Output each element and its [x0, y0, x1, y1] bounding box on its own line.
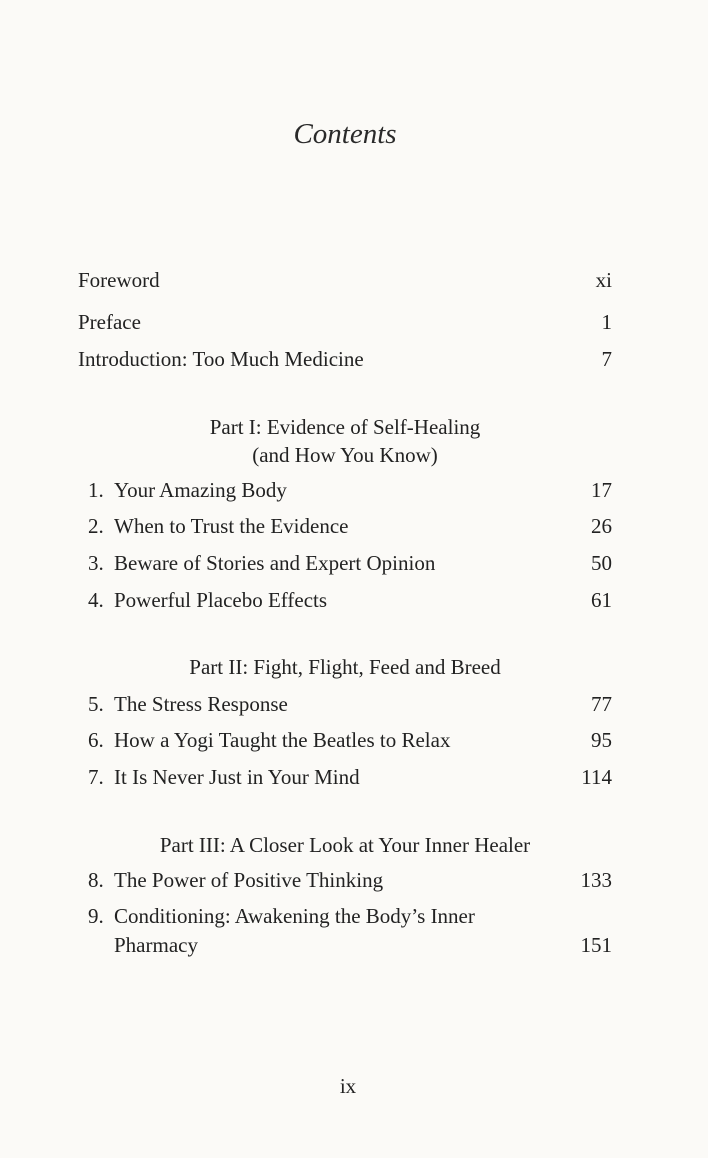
- chapter-number: 2.: [88, 514, 104, 538]
- part-heading: Part III: A Closer Look at Your Inner Healer: [159, 833, 531, 857]
- chapter-number: 3.: [88, 551, 104, 575]
- chapter-number: 9.: [88, 904, 104, 928]
- chapter-title: The Power of Positive Thinking: [114, 868, 384, 892]
- part-heading: Part I: Evidence of Self-Healing: [209, 415, 481, 439]
- chapter-title: Your Amazing Body: [114, 478, 287, 502]
- chapter-number: 5.: [88, 692, 104, 716]
- chapter-page: 95: [591, 728, 612, 752]
- toc-entry-page: xi: [595, 268, 612, 292]
- page-title: Contents: [293, 118, 397, 150]
- chapter-page: 61: [591, 588, 612, 612]
- toc-entry-page: 1: [601, 310, 612, 334]
- page-number: ix: [339, 1074, 357, 1098]
- chapter-page: 26: [591, 514, 612, 538]
- chapter-number: 4.: [88, 588, 104, 612]
- toc-entry-label: Foreword: [78, 268, 160, 292]
- chapter-title-continued: Pharmacy: [114, 933, 198, 957]
- chapter-page: 151: [580, 933, 612, 957]
- chapter-number: 8.: [88, 868, 104, 892]
- chapter-number: 6.: [88, 728, 104, 752]
- chapter-page: 50: [591, 551, 612, 575]
- chapter-title: The Stress Response: [114, 692, 288, 716]
- chapter-page: 114: [581, 765, 612, 789]
- chapter-title: How a Yogi Taught the Beatles to Relax: [114, 728, 451, 752]
- chapter-number: 7.: [88, 765, 104, 789]
- chapter-title: Powerful Placebo Effects: [114, 588, 328, 612]
- toc-entry-page: 7: [601, 347, 612, 371]
- chapter-title: Beware of Stories and Expert Opinion: [114, 551, 436, 575]
- chapter-page: 77: [591, 692, 612, 716]
- chapter-number: 1.: [88, 478, 104, 502]
- toc-entry-label: Introduction: Too Much Medicine: [78, 347, 364, 371]
- chapter-page: 133: [580, 868, 612, 892]
- chapter-title: It Is Never Just in Your Mind: [114, 765, 360, 789]
- part-heading-subtitle: (and How You Know): [252, 443, 438, 467]
- chapter-title: When to Trust the Evidence: [114, 514, 349, 538]
- chapter-title: Conditioning: Awakening the Body’s Inner: [114, 904, 475, 928]
- chapter-page: 17: [591, 478, 612, 502]
- toc-entry-label: Preface: [78, 310, 141, 334]
- part-heading: Part II: Fight, Flight, Feed and Breed: [189, 655, 501, 679]
